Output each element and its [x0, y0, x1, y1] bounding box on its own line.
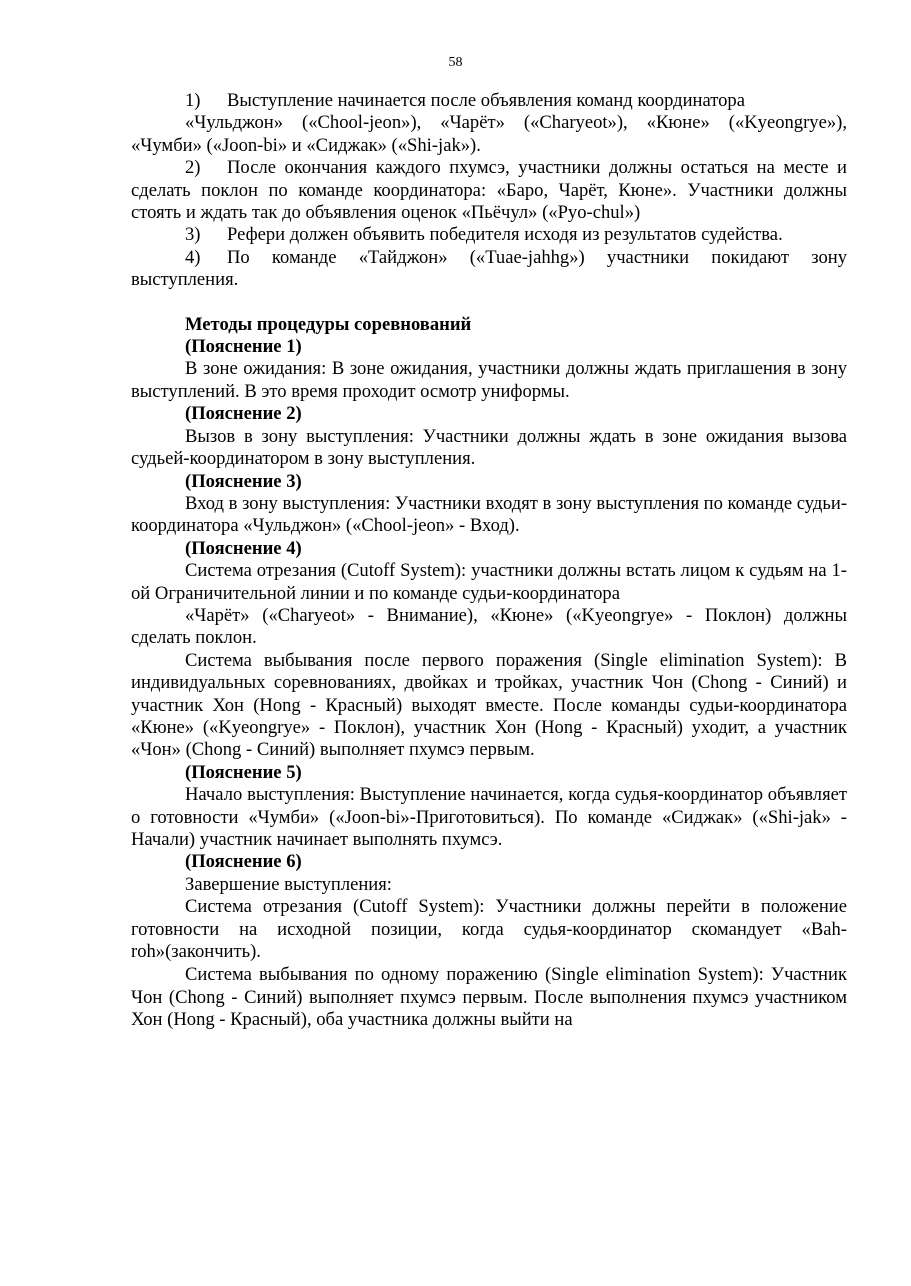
blank-line [131, 292, 847, 314]
list-text: «Чульджон» («Chool-jeon»), «Чарёт» («Charyeot»), «Кюне» («Kyeongrye»), «Чумби» («Joon-bi» и «Сиджак» («Shi-jak»). [131, 112, 847, 156]
list-number: 4) [185, 246, 201, 268]
note-paragraph: «Чарёт» («Charyeot» - Внимание), «Кюне» («Kyeongrye» - Поклон) должны сделать поклон. [131, 604, 847, 649]
note-paragraph: Вход в зону выступления: Участники входят в зону выступления по команде судьи-координатора «Чульджон» («Chool-jeon» - Вход). [131, 492, 848, 537]
list-number: 3) [185, 224, 201, 246]
note-paragraph: Система выбывания по одному поражению (Single elimination System): Участник Чон (Chong - Синий) выполняет пхумсэ первым. После выполнения пхумсэ участником Хон (Hong - Красный), оба участника должны выйти на [131, 964, 847, 1031]
note-heading: (Пояснение 5) [185, 761, 302, 783]
note-paragraph: В зоне ожидания: В зоне ожидания, участники должны ждать приглашения в зону выступлений. В это время проходит осмотр униформы. [131, 358, 847, 402]
list-number: 2) [185, 157, 201, 179]
list-number: 1) [185, 90, 201, 111]
section-title: Методы процедуры соревнований [185, 313, 472, 335]
list-item [131, 224, 847, 246]
note-paragraph: Система отрезания (Cutoff System): участники должны встать лицом к судьям на 1-ой Ограничительной линии и по команде судьи-координатора [131, 560, 847, 604]
note-heading: (Пояснение 1) [185, 336, 302, 358]
list-item [131, 247, 847, 292]
note-heading: (Пояснение 2) [185, 403, 302, 425]
note-paragraph: Завершение выступления: [185, 873, 392, 895]
list-text: После окончания каждого пхумсэ, участники должны остаться на месте и сделать поклон по команде координатора: «Баро, Чарёт, Кюне». Участники должны стоять и ждать так до объявления оценок «Пьёчул» («Pyo-chul») [131, 157, 847, 224]
list-item [131, 157, 847, 224]
list-item [131, 112, 847, 157]
note-heading: (Пояснение 6) [185, 851, 302, 873]
list-text: Рефери должен объявить победителя исходя из результатов судейства. [227, 224, 783, 246]
page-number: 58 [448, 55, 463, 70]
page-content [131, 90, 847, 1032]
list-text: Выступление начинается после объявления команд координатора [227, 90, 745, 111]
note-paragraph: Вызов в зону выступления: Участники должны ждать в зоне ожидания вызова судьей-координатором в зону выступления. [131, 425, 847, 470]
note-paragraph: Система отрезания (Cutoff System): Участники должны перейти в положение готовности на исходной позиции, когда судья-координатор скомандует «Bah- roh»(закончить). [131, 896, 847, 963]
note-paragraph: Система выбывания после первого поражения (Single elimination System): В индивидуальных соревнованиях, двойках и тройках, участник Чон (Chong - Синий) и участник Хон (Hong - Красный) выходят вместе. После команды судьи-координатора «Кюне» («Kyeongrye» - Поклон), участник Хон (Hong - Красный) уходит, а участник «Чон» (Chong - Синий) выполняет пхумсэ первым. [131, 649, 847, 761]
list-item [131, 90, 847, 112]
list-text: По команде «Тайджон» («Tuae-jahhg») участники покидают зону выступления. [131, 246, 847, 291]
note-heading: (Пояснение 3) [185, 470, 302, 492]
note-heading: (Пояснение 4) [185, 537, 302, 559]
note-paragraph: Начало выступления: Выступление начинается, когда судья-координатор объявляет о готовности «Чумби» («Joon-bi»-Приготовиться). По команде «Сиджак» («Shi-jak» - Начали) участник начинает выполнять пхумсэ. [131, 784, 847, 850]
